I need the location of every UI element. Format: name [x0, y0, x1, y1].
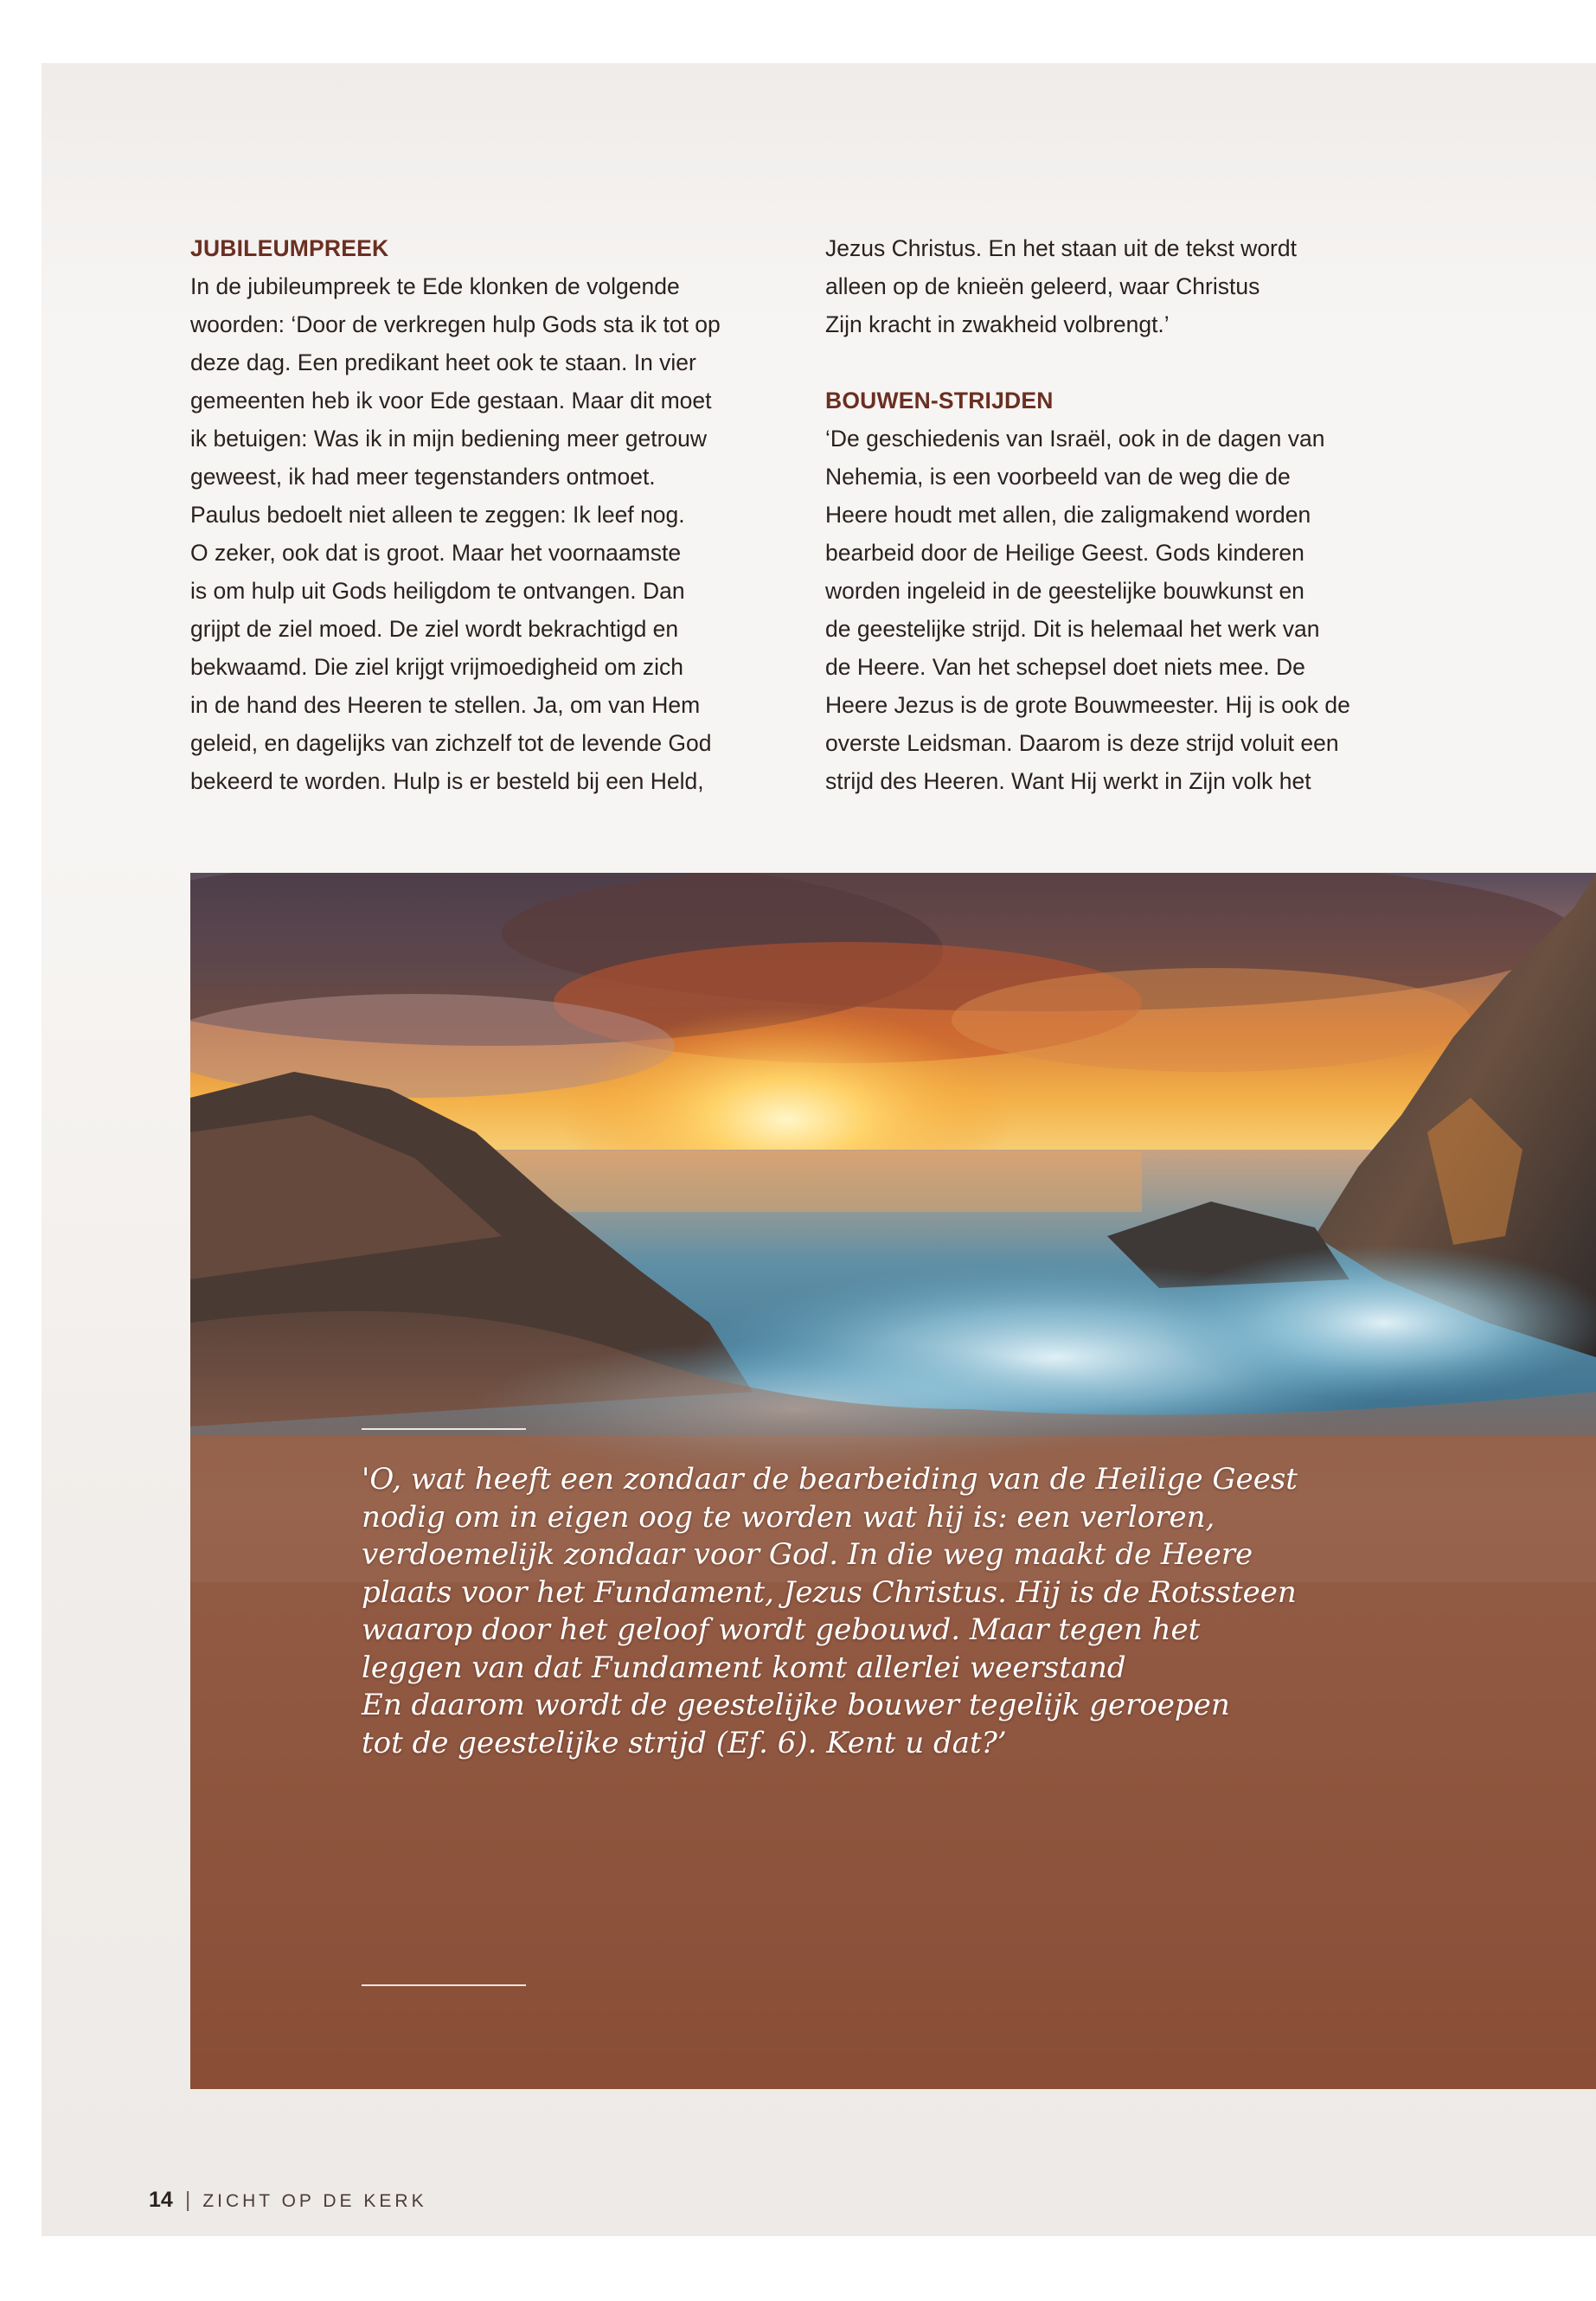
left-text-column — [190, 229, 830, 800]
body-line: O zeker, ook dat is groot. Maar het voornaamste — [190, 540, 682, 566]
body-line: de Heere. Van het schepsel doet niets mee. De — [825, 654, 1305, 680]
quote-line: plaats voor het Fundament, Jezus Christus. Hij is de Rotssteen — [362, 1574, 1297, 1610]
body-line: geweest, ik had meer tegenstanders ontmoet. — [190, 464, 656, 490]
body-line: ik betuigen: Was ik in mijn bediening meer getrouw — [190, 426, 708, 452]
body-line: In de jubileumpreek te Ede klonken de volgende — [190, 273, 680, 299]
body-line: deze dag. Een predikant heet ook te staan. In vier — [190, 349, 696, 375]
body-line: Heere Jezus is de grote Bouwmeester. Hij is ook de — [825, 692, 1350, 718]
quote-line: waarop door het geloof wordt gebouwd. Maar tegen het — [362, 1612, 1201, 1647]
quote-rule-bottom — [362, 1984, 526, 1986]
body-line: overste Leidsman. Daarom is deze strijd voluit een — [825, 730, 1339, 756]
body-line: grijpt de ziel moed. De ziel wordt bekrachtigd en — [190, 616, 679, 642]
page-number: 14 — [149, 2188, 173, 2212]
body-line: Jezus Christus. En het staan uit de tekst wordt — [825, 235, 1297, 261]
quote-line: 'O, wat heeft een zondaar de bearbeiding van de Heilige Geest — [362, 1462, 1298, 1497]
body-line: bearbeid door de Heilige Geest. Gods kinderen — [825, 540, 1304, 566]
body-line: Zijn kracht in zwakheid volbrengt.’ — [825, 311, 1170, 337]
pull-quote — [362, 1461, 1313, 1762]
right-text-column — [825, 229, 1465, 800]
body-line: bekeerd te worden. Hulp is er besteld bij een Held, — [190, 768, 704, 794]
body-line: Nehemia, is een voorbeeld van de weg die de — [825, 464, 1291, 490]
body-line: worden ingeleid in de geestelijke bouwkunst en — [825, 578, 1304, 604]
quote-line: En daarom wordt de geestelijke bouwer tegelijk geroepen — [362, 1688, 1230, 1722]
body-line: geleid, en dagelijks van zichzelf tot de levende God — [190, 730, 712, 756]
body-line: Paulus bedoelt niet alleen te zeggen: Ik leef nog. — [190, 502, 685, 528]
section-heading-bouwen-strijden: BOUWEN-STRIJDEN — [825, 388, 1054, 413]
quote-rule-top — [362, 1428, 526, 1430]
footer-separator: | — [184, 2188, 191, 2212]
sunset-coast-photo — [190, 873, 1596, 2089]
section-heading-jubileumpreek: JUBILEUMPREEK — [190, 235, 389, 261]
body-line: Heere houdt met allen, die zaligmakend worden — [825, 502, 1311, 528]
body-line: strijd des Heeren. Want Hij werkt in Zijn volk het — [825, 768, 1311, 794]
page-footer — [149, 2188, 427, 2213]
body-line: woorden: ‘Door de verkregen hulp Gods sta ik tot op — [190, 311, 721, 337]
quote-line: leggen van dat Fundament komt allerlei weerstand — [362, 1650, 1126, 1685]
paragraph-gap — [825, 343, 1465, 381]
quote-line: nodig om in eigen oog te worden wat hij is: een verloren, — [362, 1499, 1215, 1535]
body-line: in de hand des Heeren te stellen. Ja, om van Hem — [190, 692, 701, 718]
body-line: is om hulp uit Gods heiligdom te ontvangen. Dan — [190, 578, 685, 604]
magazine-title: ZICHT OP DE KERK — [202, 2191, 427, 2211]
body-line: alleen op de knieën geleerd, waar Christus — [825, 273, 1260, 299]
quote-line: verdoemelijk zondaar voor God. In die weg maakt de Heere — [362, 1537, 1253, 1572]
body-line: bekwaamd. Die ziel krijgt vrijmoedigheid om zich — [190, 654, 683, 680]
magazine-page — [42, 63, 1596, 2236]
body-line: gemeenten heb ik voor Ede gestaan. Maar dit moet — [190, 388, 712, 413]
body-line: de geestelijke strijd. Dit is helemaal het werk van — [825, 616, 1320, 642]
quote-line: tot de geestelijke strijd (Ef. 6). Kent u dat?’ — [362, 1725, 1007, 1760]
body-line: ‘De geschiedenis van Israël, ook in de dagen van — [825, 426, 1325, 452]
